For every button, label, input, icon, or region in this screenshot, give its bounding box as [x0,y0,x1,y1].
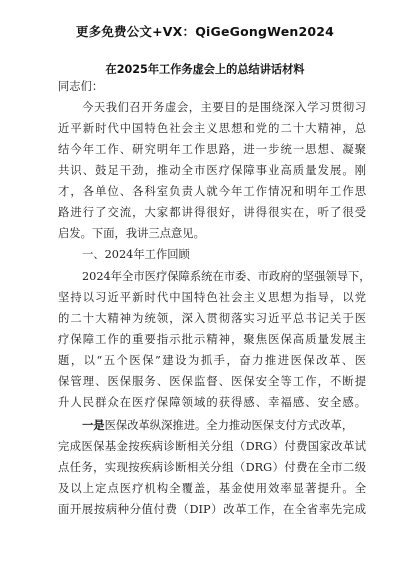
paragraph1-line: 结今年工作、研究明年工作思路，进一步统一思想、凝聚 [58,143,366,156]
paragraph3-line: 点任务，实现按疾病诊断相关分组（DRG）付费在全市二级 [58,461,366,474]
paragraph1-line: 近平新时代中国特色社会主义思想和党的二十大精神，总 [58,122,366,135]
paragraph3-line: 面开展按病种分值付费（DIP）改革工作，在全省率先完成 [58,503,366,516]
paragraph2-line: 坚持以习近平新时代中国特色社会主义思想为指导，以党 [58,291,366,304]
section-heading: 一、2024年工作回顾 [82,248,190,261]
paragraph3-line: 及以上定点医疗机构全覆盖，基金使用效率显著提升。全 [58,482,366,495]
paragraph2-line: 的二十大精神为统领，深入贯彻落实习近平总书记关于医 [58,312,366,325]
paragraph3-first-line [82,419,366,433]
paragraph1-line: 启发。下面，我讲三点意见。 [58,227,205,240]
paragraph3-line: 完成医保基金按疾病诊断相关分组（DRG）付费国家改革试 [58,440,366,453]
paragraph2-line: 疗保障工作的重要指示批示精神，聚焦医保高质量发展主 [58,333,366,346]
salutation: 同志们： [58,80,104,93]
paragraph2-line: 题，以“五个医保”建设为抓手，奋力推进医保改革、医 [58,354,366,367]
paragraph2-line: 升人民群众在医疗保障领域的获得感、幸福感、安全感。 [58,396,366,409]
paragraph1-line: 路进行了交流，大家都讲得很好，讲得很实在，听了很受 [58,206,366,219]
paragraph2-line: 保管理、医保服务、医保监督、医保安全等工作，不断提 [58,375,366,388]
paragraph1-line: 今天我们召开务虚会，主要目的是围绕深入学习贯彻习 [82,101,366,114]
paragraph3-lead: 一是 [82,419,105,432]
paragraph2-line: 2024年全市医疗保障系统在市委、市政府的坚强领导下， [82,270,371,283]
watermark-header: 更多免费公文+VX：QiGeGongWen2024 [75,24,335,39]
paragraph3-first-rest: 医保改革纵深推进。全力推动医保支付方式改革， [104,419,354,432]
paragraph1-line: 共识、鼓足干劲，推动全市医疗保障事业高质量发展。刚 [58,164,366,177]
paragraph1-line: 才，各单位、各科室负责人就今年工作情况和明年工作思 [58,185,366,198]
document-title: 在2025年工作务虚会上的总结讲话材料 [105,63,305,76]
